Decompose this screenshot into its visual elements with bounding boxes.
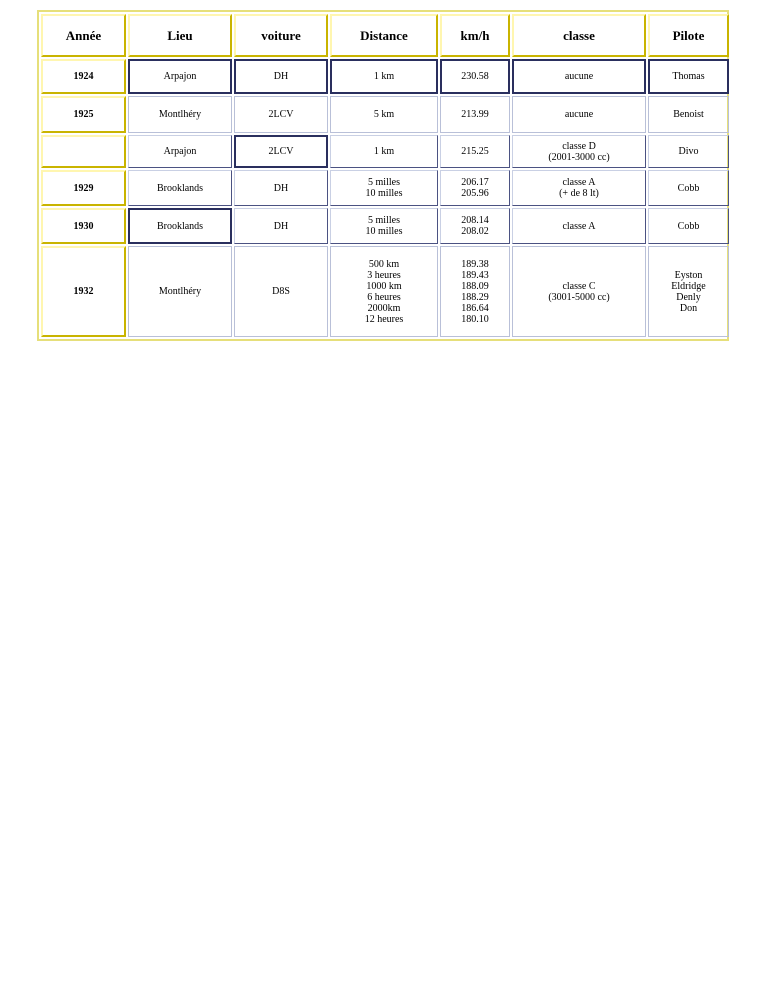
year-cell [41,135,126,169]
voiture-cell: DH [234,170,328,206]
year-cell: 1932 [41,246,126,337]
classe-cell: classe D (2001-3000 cc) [512,135,646,169]
year-cell: 1930 [41,208,126,244]
pilote-cell: Cobb [648,170,729,206]
distance-cell: 5 milles 10 milles [330,208,438,244]
lieu-cell: Arpajon [128,135,232,169]
classe-cell: aucune [512,96,646,133]
table-row [41,59,729,94]
table-row [41,208,729,244]
year-cell: 1924 [41,59,126,94]
table-row [41,135,729,169]
distance-cell: 1 km [330,59,438,94]
header-pilote: Pilote [648,14,729,57]
header-kmh: km/h [440,14,510,57]
kmh-cell: 189.38 189.43 188.09 188.29 186.64 180.10 [440,246,510,337]
year-cell: 1925 [41,96,126,133]
header-lieu: Lieu [128,14,232,57]
header-distance: Distance [330,14,438,57]
lieu-cell: Brooklands [128,170,232,206]
kmh-cell: 230.58 [440,59,510,94]
records-table [39,12,731,339]
classe-cell: classe C (3001-5000 cc) [512,246,646,337]
header-classe: classe [512,14,646,57]
kmh-cell: 208.14 208.02 [440,208,510,244]
table-row [41,170,729,206]
pilote-cell: Benoist [648,96,729,133]
lieu-cell: Arpajon [128,59,232,94]
table-row [41,96,729,133]
header-annee: Année [41,14,126,57]
classe-cell: classe A (+ de 8 lt) [512,170,646,206]
voiture-cell: D8S [234,246,328,337]
year-cell: 1929 [41,170,126,206]
lieu-cell: Brooklands [128,208,232,244]
kmh-cell: 206.17 205.96 [440,170,510,206]
voiture-cell: DH [234,208,328,244]
kmh-cell: 215.25 [440,135,510,169]
pilote-cell: Eyston Eldridge Denly Don [648,246,729,337]
pilote-cell: Thomas [648,59,729,94]
distance-cell: 1 km [330,135,438,169]
header-row [41,14,729,57]
distance-cell: 500 km 3 heures 1000 km 6 heures 2000km 12 heures [330,246,438,337]
kmh-cell: 213.99 [440,96,510,133]
header-voiture: voiture [234,14,328,57]
pilote-cell: Cobb [648,208,729,244]
lieu-cell: Montlhéry [128,246,232,337]
classe-cell: classe A [512,208,646,244]
voiture-cell: 2LCV [234,135,328,169]
records-table-frame [37,10,729,341]
lieu-cell: Montlhéry [128,96,232,133]
distance-cell: 5 km [330,96,438,133]
table-row [41,246,729,337]
voiture-cell: DH [234,59,328,94]
classe-cell: aucune [512,59,646,94]
pilote-cell: Divo [648,135,729,169]
distance-cell: 5 milles 10 milles [330,170,438,206]
voiture-cell: 2LCV [234,96,328,133]
